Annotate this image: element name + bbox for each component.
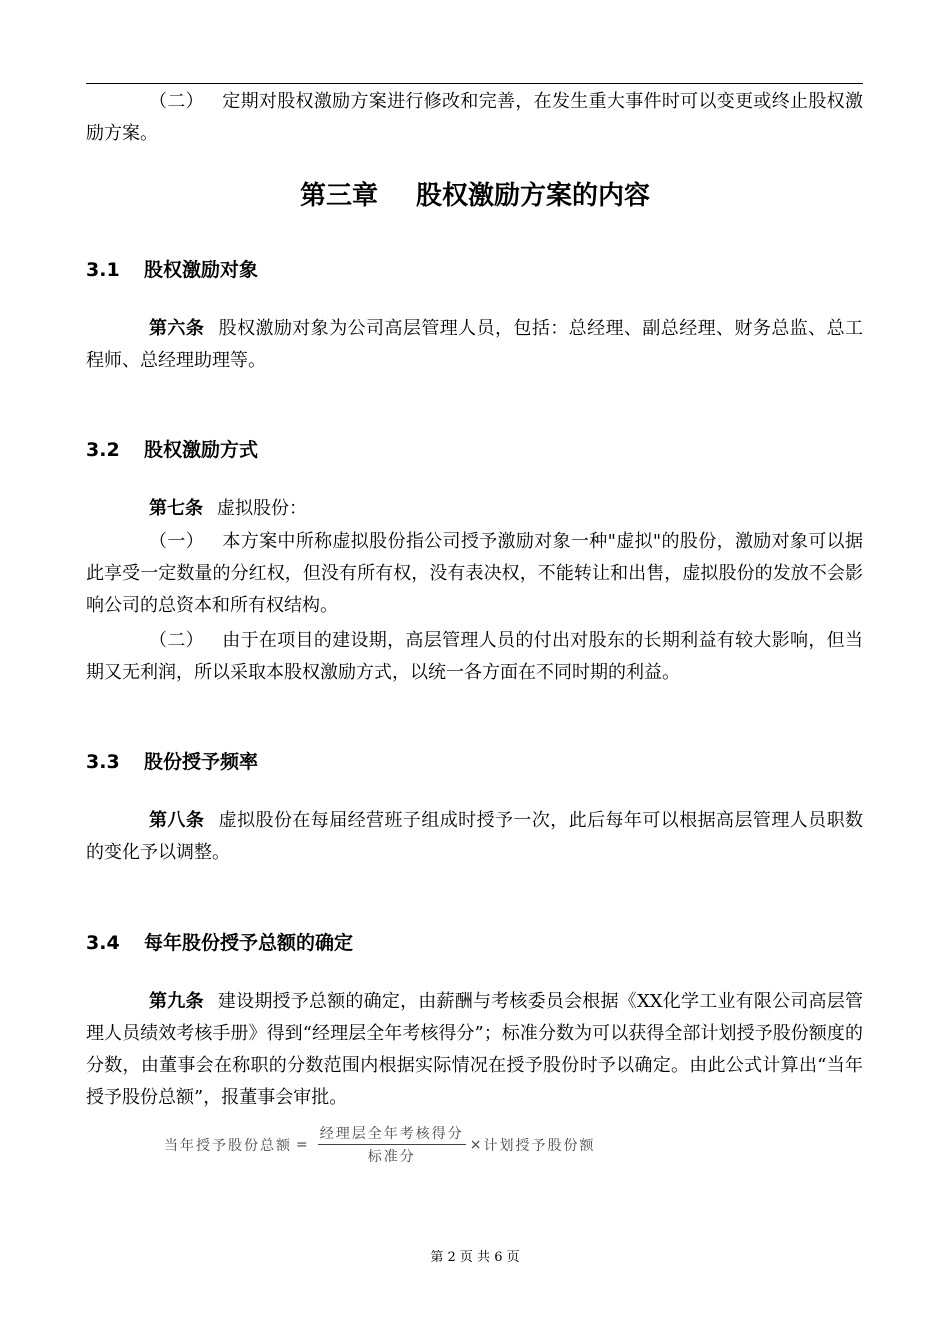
clause-text: 由于在项目的建设期，高层管理人员的付出对股东的长期利益有较大影响，但当期又无利润，所以采取本股权激励方式，以统一各方面在不同时期的利益。: [86, 630, 864, 683]
section-number: 3.4: [86, 932, 120, 954]
section-title: 股权激励对象: [144, 259, 259, 281]
clause-paragraph: [86, 526, 863, 622]
share-grant-formula: [164, 1123, 595, 1166]
clause-text: 本方案中所称虚拟股份指公司授予激励对象一种"虚拟"的股份，激励对象可以据此享受一定数量的分红权，但没有所有权，没有表决权，不能转让和出售，虚拟股份的发放不会影响公司的总资本和所有权结构。: [86, 531, 864, 616]
article-paragraph: [86, 313, 863, 377]
intro-text: 定期对股权激励方案进行修改和完善，在发生重大事件时可以变更或终止股权激励方案。: [86, 91, 864, 144]
article-label: 第六条: [149, 318, 205, 339]
article-text: 虚拟股份：: [217, 498, 307, 519]
article-paragraph: [86, 805, 863, 869]
chapter-name: 股权激励方案的内容: [416, 181, 651, 211]
clause-paragraph: [86, 625, 863, 689]
chapter-number: 第三章: [299, 181, 378, 211]
section-title: 股权激励方式: [144, 439, 259, 461]
intro-marker: （二）: [149, 91, 204, 112]
section-number: 3.1: [86, 259, 120, 281]
chapter-title: [0, 176, 950, 216]
article-text: 股权激励对象为公司高层管理人员，包括：总经理、副总经理、财务总监、总工程师、总经理助理等。: [86, 318, 863, 371]
article-paragraph: [86, 986, 863, 1114]
formula-lhs: 当年授予股份总额: [164, 1137, 292, 1154]
formula-denominator: 标准分: [367, 1149, 416, 1165]
article-text: 虚拟股份在每届经营班子组成时授予一次，此后每年可以根据高层管理人员职数的变化予以调整。: [86, 810, 863, 863]
section-number: 3.3: [86, 751, 120, 773]
formula-fraction: [318, 1123, 466, 1166]
article-paragraph: [86, 493, 863, 525]
section-heading-3-2: [86, 436, 258, 464]
section-number: 3.2: [86, 439, 120, 461]
section-heading-3-4: [86, 929, 353, 957]
header-rule: [86, 83, 863, 84]
formula-numerator: 经理层全年考核得分: [318, 1123, 466, 1145]
clause-marker: （二）: [149, 630, 204, 651]
article-label: 第九条: [149, 991, 204, 1012]
section-heading-3-3: [86, 748, 258, 776]
formula-equals: =: [296, 1136, 310, 1153]
intro-paragraph: [86, 86, 863, 150]
page-number-footer: 第 2 页 共 6 页: [430, 1250, 520, 1265]
section-title: 股份授予频率: [144, 751, 259, 773]
section-title: 每年股份授予总额的确定: [144, 932, 354, 954]
formula-operator: ×: [469, 1136, 484, 1153]
article-label: 第八条: [149, 810, 205, 831]
article-label: 第七条: [149, 498, 203, 519]
section-heading-3-1: [86, 256, 258, 284]
formula-rhs: 计划授予股份额: [483, 1137, 596, 1154]
clause-marker: （一）: [149, 531, 205, 552]
article-text: 建设期授予总额的确定，由薪酬与考核委员会根据《XX化学工业有限公司高层管理人员绩效考核手册》得到“经理层全年考核得分”；标准分数为可以获得全部计划授予股份额度的分数，由董事会在称职的分数范围内根据实际情况在授予股份时予以确定。由此公式计算出“当年授予股份总额”，报董事会审批。: [86, 991, 863, 1108]
